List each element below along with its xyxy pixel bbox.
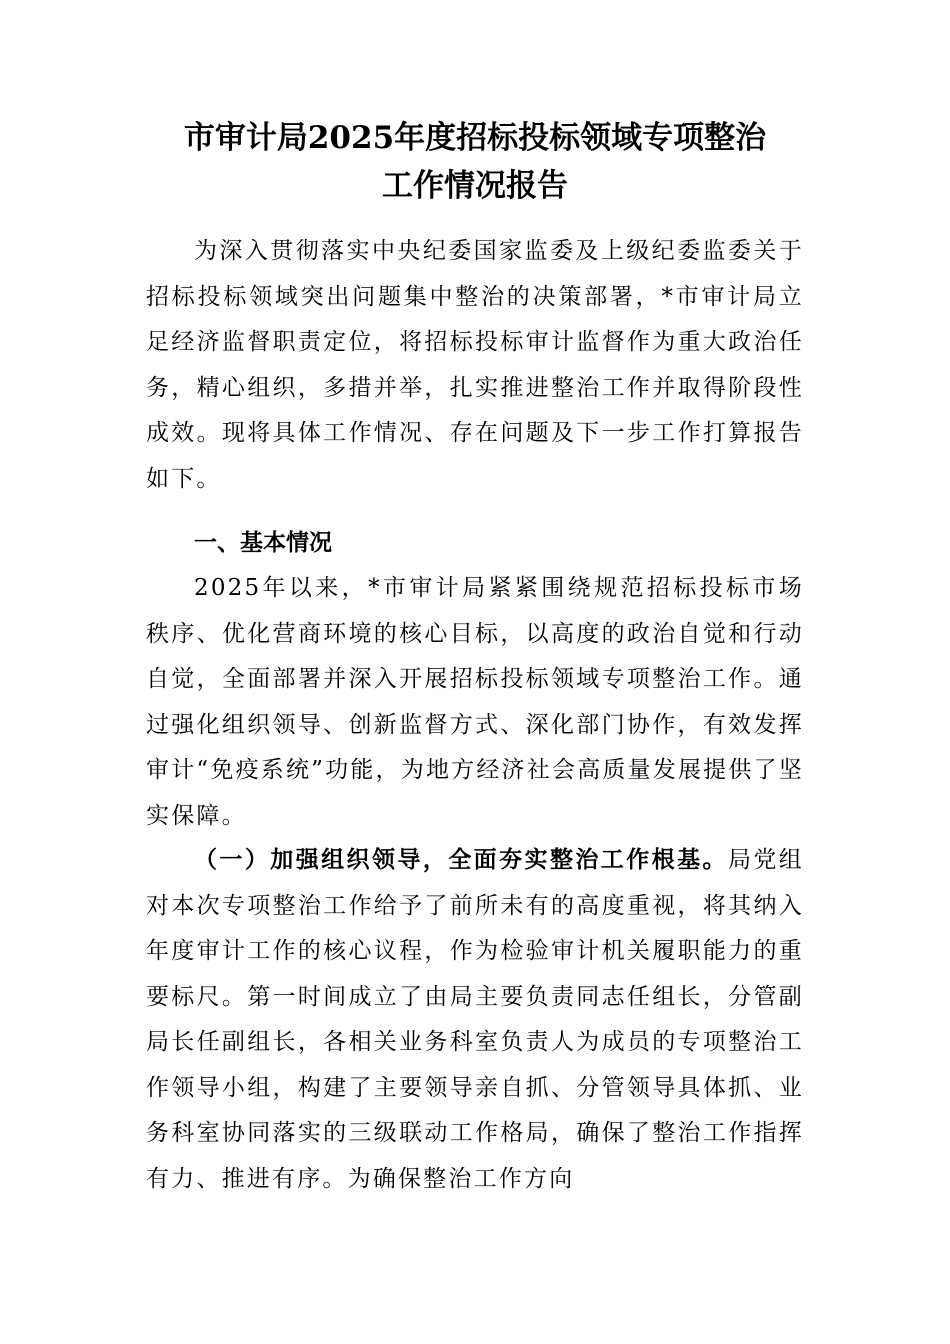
- document-title: [140, 114, 810, 210]
- section-heading-basic-situation: 一、基本情况: [194, 530, 332, 556]
- title-line-1: 市审计局2025年度招标投标领域专项整治: [183, 120, 767, 156]
- intro-paragraph: 为深入贯彻落实中央纪委国家监委及上级纪委监委关于招标投标领域突出问题集中整治的决策部署，*市审计局立足经济监督职责定位，将招标投标审计监督作为重大政治任务，精心组织，多措并举，扎实推进整治工作并取得阶段性成效。现将具体工作情况、存在问题及下一步工作打算报告如下。: [146, 238, 804, 492]
- subsection1-text: 局党组对本次专项整治工作给予了前所未有的高度重视，将其纳入年度审计工作的核心议程，作为检验审计机关履职能力的重要标尺。第一时间成立了由局主要负责同志任组长，分管副局长任副组长，各相关业务科室负责人为成员的专项整治工作领导小组，构建了主要领导亲自抓、分管领导具体抓、业务科室协同落实的三级联动工作格局，确保了整治工作指挥有力、推进有序。为确保整治工作方向: [146, 847, 804, 1192]
- section1-paragraph: 2025年以来，*市审计局紧紧围绕规范招标投标市场秩序、优化营商环境的核心目标，以高度的政治自觉和行动自觉，全面部署并深入开展招标投标领域专项整治工作。通过强化组织领导、创新监督方式、深化部门协作，有效发挥审计“免疫系统”功能，为地方经济社会高质量发展提供了坚实保障。: [146, 575, 804, 829]
- subsection1-paragraph: [146, 837, 804, 1202]
- title-line-2: 工作情况报告: [382, 168, 568, 204]
- subsection1-lead: （一）加强组织领导，全面夯实整治工作根基。: [194, 846, 728, 873]
